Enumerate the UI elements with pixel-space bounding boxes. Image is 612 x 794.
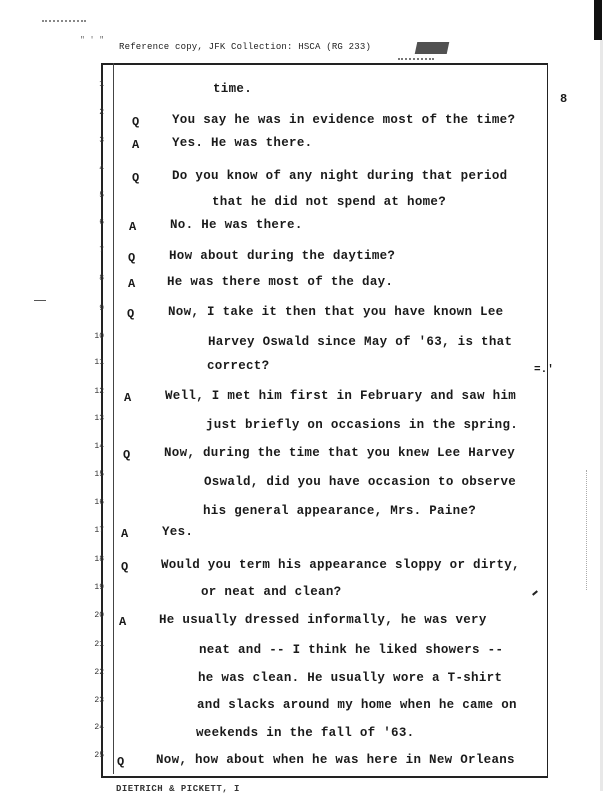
line-number: 11 <box>94 358 104 367</box>
speaker-label: A <box>121 527 129 541</box>
speaker-label: A <box>128 277 136 291</box>
line-number: 19 <box>94 583 104 592</box>
line-number: 17 <box>94 526 104 535</box>
transcript-line: Now, during the time that you knew Lee Harvey <box>164 446 516 460</box>
transcript-line: Would you term his appearance sloppy or dirty, <box>161 558 520 572</box>
line-number: 16 <box>94 498 104 507</box>
scan-specks <box>586 470 593 590</box>
transcript-line: How about during the daytime? <box>169 249 396 263</box>
speaker-label: Q <box>123 448 131 462</box>
line-number: 23 <box>94 696 104 705</box>
transcript-line: Harvey Oswald since May of '63, is that <box>208 335 513 349</box>
transcript-line: his general appearance, Mrs. Paine? <box>203 504 477 518</box>
transcript-line: weekends in the fall of '63. <box>196 726 415 740</box>
line-number: 25 <box>94 751 104 760</box>
line-number: 21 <box>94 640 104 649</box>
margin-dash <box>34 300 46 301</box>
line-number: 9 <box>99 304 104 313</box>
transcript-line: No. He was there. <box>170 218 303 232</box>
line-number: 1 <box>99 80 104 89</box>
transcript-line: neat and -- I think he liked showers -- <box>199 643 504 657</box>
transcript-line: or neat and clean? <box>201 585 342 599</box>
speaker-label: A <box>119 615 127 629</box>
transcript-line: He usually dressed informally, he was very <box>159 613 487 627</box>
line-number: 20 <box>94 611 104 620</box>
transcript-line: that he did not spend at home? <box>212 195 447 209</box>
redaction-stamp <box>415 42 450 54</box>
transcript-line: time. <box>213 82 253 96</box>
transcript-line: correct? <box>207 359 270 373</box>
transcript-line: Yes. He was there. <box>172 136 313 150</box>
line-number: 8 <box>99 274 104 283</box>
page-number: 8 <box>560 92 568 106</box>
transcript-line: Now, how about when he was here in New Orleans <box>156 753 515 767</box>
speaker-label: A <box>132 138 140 152</box>
line-number: 10 <box>94 332 104 341</box>
scan-artifact-mark: " ' " <box>80 36 105 45</box>
scan-edge-shadow <box>600 40 603 791</box>
line-number: 7 <box>99 246 104 255</box>
speaker-label: Q <box>128 251 136 265</box>
speaker-label: Q <box>121 560 129 574</box>
scan-edge-bar <box>594 0 602 40</box>
transcript-line: he was clean. He usually wore a T-shirt <box>198 671 503 685</box>
scan-artifact-scratch <box>42 20 86 24</box>
transcript-line: Now, I take it then that you have known Lee <box>168 305 504 319</box>
line-number: 15 <box>94 470 104 479</box>
line-number: 24 <box>94 723 104 732</box>
reference-header: Reference copy, JFK Collection: HSCA (RG 233) <box>119 42 372 52</box>
transcript-line: Yes. <box>162 525 194 539</box>
line-number: 22 <box>94 668 104 677</box>
transcript-margin-rule <box>113 63 114 774</box>
transcript-line: Well, I met him first in February and saw him <box>165 389 517 403</box>
line-number: 5 <box>99 191 104 200</box>
margin-annotation: =.' <box>534 364 554 376</box>
line-number: 4 <box>99 164 104 173</box>
speaker-label: Q <box>117 755 125 769</box>
speaker-label: A <box>129 220 137 234</box>
transcript-line: Oswald, did you have occasion to observe <box>204 475 517 489</box>
line-number: 12 <box>94 387 104 396</box>
line-number: 3 <box>99 136 104 145</box>
speaker-label: A <box>124 391 132 405</box>
speaker-label: Q <box>127 307 135 321</box>
speaker-label: Q <box>132 115 140 129</box>
line-number: 13 <box>94 414 104 423</box>
line-number: 2 <box>99 108 104 117</box>
transcript-line: You say he was in evidence most of the time? <box>172 113 516 127</box>
speaker-label: Q <box>132 171 140 185</box>
transcript-line: just briefly on occasions in the spring. <box>206 418 519 432</box>
transcript-line: He was there most of the day. <box>167 275 394 289</box>
transcript-line: and slacks around my home when he came on <box>197 698 517 712</box>
transcript-line: Do you know of any night during that period <box>172 169 508 183</box>
line-number: 6 <box>99 218 104 227</box>
reporter-footer: DIETRICH & PICKETT, I <box>116 784 240 794</box>
line-number: 14 <box>94 442 104 451</box>
line-number: 18 <box>94 555 104 564</box>
